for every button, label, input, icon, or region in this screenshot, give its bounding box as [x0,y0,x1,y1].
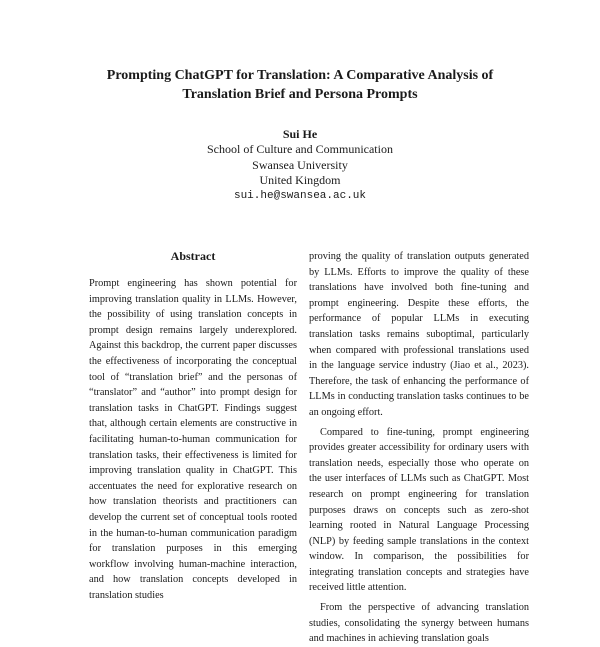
title-line-1: Prompting ChatGPT for Translation: A Comparative Analysis of [106,68,494,83]
author-name: Sui He [282,127,318,141]
author-block [150,127,450,204]
left-column [89,249,297,603]
intro-paragraph-3: From the perspective of advancing translation studies, consolidating the synergy between humans and machines in achieving translation goals [309,602,529,645]
author-affiliation-university: Swansea University [252,157,348,172]
intro-paragraph-2: Compared to fine-tuning, prompt engineering provides greater accessibility for ordinary users with translation needs, especially those who operate on the user interfaces of LLMs such as ChatGPT. Most research on prompt engineering for translation purposes draws on concepts such as zero-shot learning rooted in Natural Language Processing (NLP) by feeding sample translations in the context window. In comparison, the possibilities for integrating translation concepts and strategies have received little attention. [309,426,529,594]
title-line-2: Translation Brief and Persona Prompts [182,87,418,102]
abstract-heading: Abstract [170,249,216,263]
right-column [309,249,529,647]
author-affiliation-country: United Kingdom [259,173,341,188]
author-email[interactable]: sui.he@swansea.ac.uk [233,189,367,202]
paper-title [60,66,540,104]
intro-paragraph-1: proving the quality of translation outputs generated by LLMs. Efforts to improve the quality of these translations have involved both fine-tuning and prompt engineering. Despite these efforts, the performance of popular LLMs in executing translation tasks remains suboptimal, particularly when compared with professional translations used in the language service industry (Jiao et al., 2023). Therefore, the task of enhancing the performance of LLMs in conducting translation tasks continues to be an ongoing effort. [309,251,529,418]
author-affiliation-school: School of Culture and Communication [207,142,393,157]
abstract-text: Prompt engineering has shown potential for improving translation quality in LLMs. However, the possibility of using translation concepts in prompt design remains largely underexplored. Against this backdrop, the current paper discusses the effectiveness of incorporating the conceptual tool of “translation brief” and the personas of “translator” and “author” into prompt design for translation tasks in ChatGPT. Findings suggest that, although certain elements are constructive in facilitating human-to-human communication for translation tasks, their effectiveness is limited for improving translation quality in ChatGPT. This accentuates the need for explorative research on how translation theorists and practitioners can develop the current set of conceptual tools rooted in the human-to-human communication paradigm for translation purposes in this emerging workflow involving human-machine interaction, and how translation concepts developed in translation studies [89,278,297,601]
